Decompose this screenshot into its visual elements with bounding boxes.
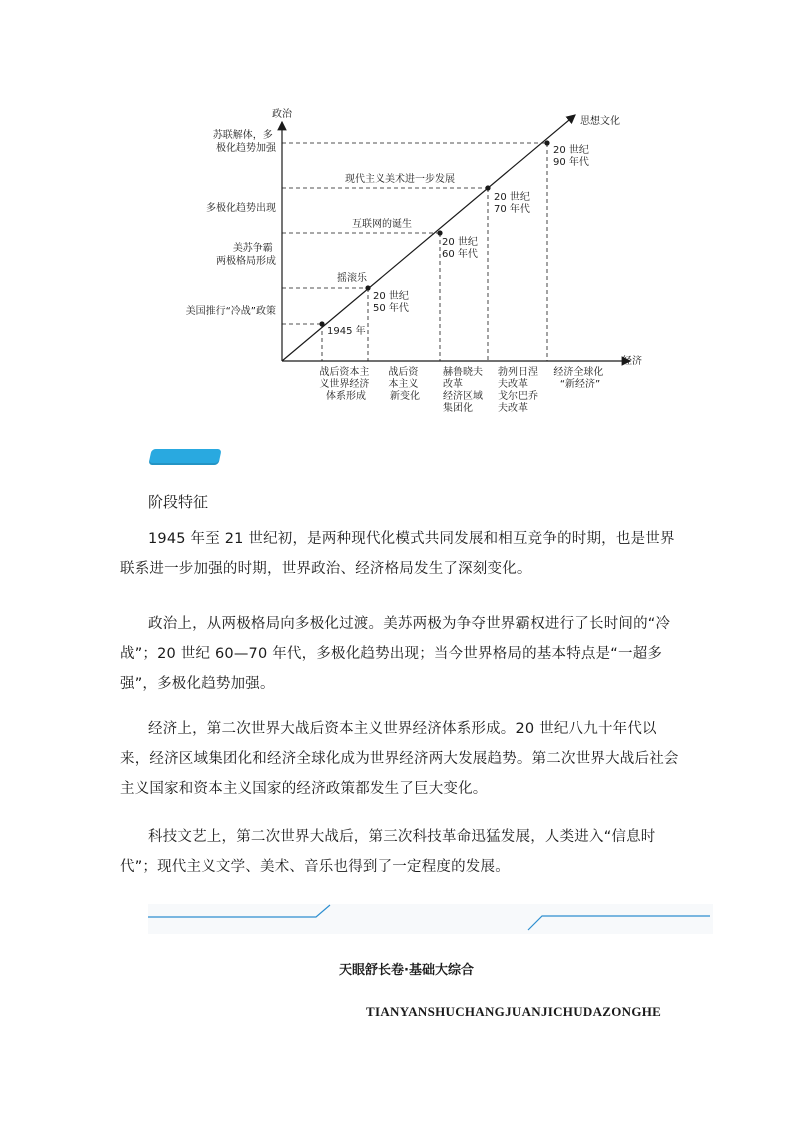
decorative-divider (148, 904, 713, 934)
bottom-label-new-changes: 战后资 本主义 新变化 (388, 367, 420, 402)
bottom-label-brezhnev: 勃列日涅 夫改革 戈尔巴乔 夫改革 (498, 367, 538, 414)
culture-label-internet: 互联网的诞生 (352, 219, 412, 230)
paragraph-overview: 1945 年至 21 世纪初，是两种现代化模式共同发展和相互竞争的时期，也是世界联系进一步加强的时期，世界政治、经济格局发生了深刻变化。 (120, 531, 675, 577)
paragraph-economy: 经济上，第二次世界大战后资本主义世界经济体系形成。20 世纪八九十年代以来，经济区域集团化和经济全球化成为世界经济两大发展趋势。第二次世界大战后社会主义国家和资本主义国家的经济政策都发生了巨大变化。 (120, 721, 679, 797)
footer-pinyin: TIANYANSHUCHANGJUANJICHUDAZONGHE (366, 1004, 662, 1019)
section-title: 阶段特征 (148, 493, 209, 511)
left-label-bipolar: 美苏争霸 两极格局形成 (216, 243, 276, 267)
point-1945 (319, 321, 324, 326)
point-1970s (485, 185, 490, 190)
footer-title: 天眼舒长卷·基础大综合 (339, 963, 474, 978)
bottom-label-globalization: 经济全球化 “新经济” (553, 367, 604, 390)
left-label-multipolar: 多极化趋势出现 (206, 203, 276, 214)
x-axis-label: 经济 (622, 356, 642, 367)
bottom-label-postwar-system: 战后资本主 义世界经济 体系形成 (319, 367, 370, 402)
historical-development-diagram (160, 100, 680, 430)
time-label-1950s: 20 世纪 50 年代 (373, 291, 409, 314)
time-label-1945: 1945 年 (327, 326, 366, 337)
time-label-1960s: 20 世纪 60 年代 (442, 237, 478, 260)
diagonal-line (282, 115, 575, 361)
point-1990s (544, 140, 549, 145)
left-label-cold-war: 美国推行“冷战”政策 (185, 306, 276, 317)
paragraph-politics: 政治上，从两极格局向多极化过渡。美苏两极为争夺世界霸权进行了长时间的“冷战”；20 世纪 60—70 年代，多极化趋势出现；当今世界格局的基本特点是“一超多强”，多极化趋势加强。 (120, 616, 671, 692)
time-label-1970s: 20 世纪 70 年代 (494, 192, 530, 215)
left-label-soviet-collapse: 苏联解体，多 极化趋势加强 (212, 130, 276, 154)
paragraph-tech-culture: 科技文艺上，第二次世界大战后，第三次科技革命迅猛发展，人类进入“信息时代”；现代主义文学、美术、音乐也得到了一定程度的发展。 (120, 829, 656, 875)
point-1960s (437, 230, 442, 235)
diagonal-label: 思想文化 (580, 116, 620, 127)
point-1950s (365, 285, 370, 290)
section-badge (148, 449, 221, 465)
culture-label-rock: 摇滚乐 (337, 273, 367, 284)
y-axis-label: 政治 (272, 109, 292, 120)
culture-label-modern-art: 现代主义美术进一步发展 (345, 174, 455, 185)
bottom-label-khrushchev: 赫鲁晓夫 改革 经济区域 集团化 (443, 367, 483, 414)
time-label-1990s: 20 世纪 90 年代 (553, 145, 589, 168)
